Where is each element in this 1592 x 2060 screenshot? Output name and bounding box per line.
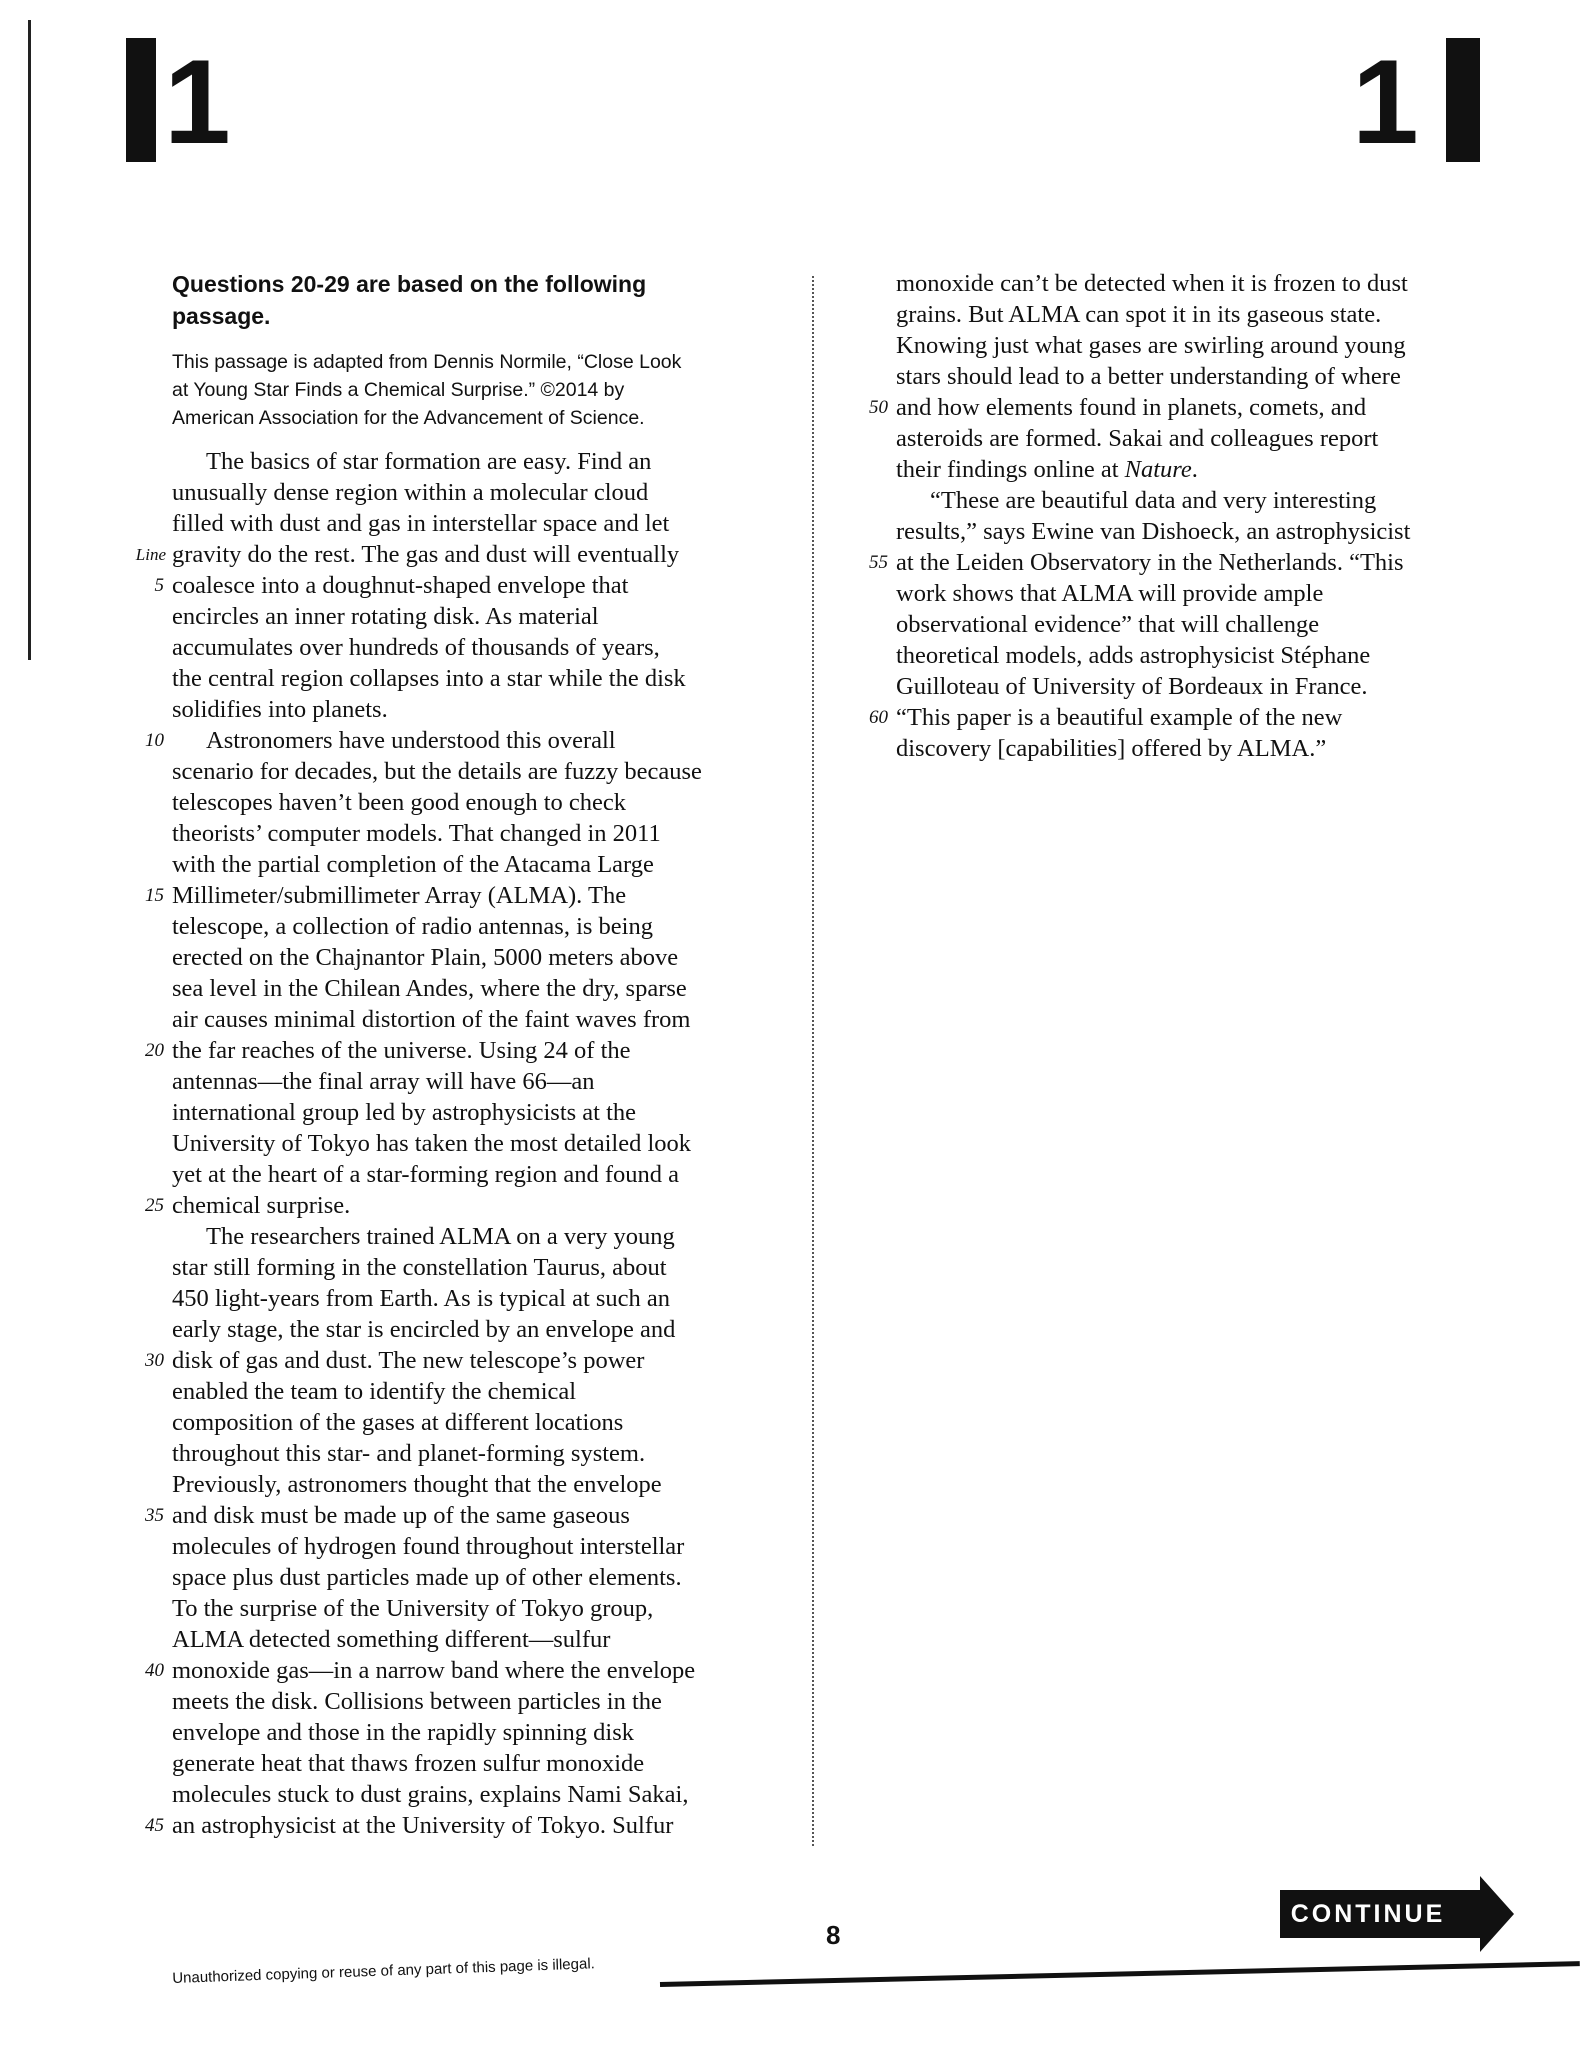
line-text: filled with dust and gas in interstellar space and let xyxy=(172,510,670,537)
passage-line xyxy=(172,1376,772,1407)
source-line: American Association for the Advancement of Science. xyxy=(172,407,645,429)
passage-line xyxy=(896,361,1476,392)
line-number: 20 xyxy=(145,1040,164,1061)
line-text: ALMA detected something different—sulfur xyxy=(172,1626,611,1653)
line-text: generate heat that thaws frozen sulfur monoxide xyxy=(172,1750,645,1777)
line-text: Previously, astronomers thought that the envelope xyxy=(172,1471,662,1498)
section-bar-right xyxy=(1446,38,1480,162)
line-text: with the partial completion of the Atacama Large xyxy=(172,851,654,878)
passage-line xyxy=(145,880,772,911)
source-line: at Young Star Finds a Chemical Surprise.” ©2014 by xyxy=(172,379,625,401)
passage-line xyxy=(172,1469,772,1500)
line-text: throughout this star- and planet-forming system. xyxy=(172,1440,646,1467)
line-text: molecules of hydrogen found throughout interstellar xyxy=(172,1533,685,1560)
passage-line xyxy=(172,942,772,973)
passage-line xyxy=(172,1593,772,1624)
passage-line xyxy=(172,1066,772,1097)
line-text: sea level in the Chilean Andes, where the dry, sparse xyxy=(172,975,687,1002)
passage-line xyxy=(172,1221,772,1252)
passage-line xyxy=(172,756,772,787)
passage-line xyxy=(172,663,772,694)
line-text: encircles an inner rotating disk. As material xyxy=(172,603,599,630)
passage-line xyxy=(172,1717,772,1748)
line-text: University of Tokyo has taken the most detailed look xyxy=(172,1130,692,1157)
copyright-note: Unauthorized copying or reuse of any part of this page is illegal. xyxy=(172,1955,596,1987)
line-text: telescopes haven’t been good enough to check xyxy=(172,789,627,816)
passage-line xyxy=(172,1531,772,1562)
section-number-left: 1 xyxy=(164,35,231,169)
line-text: meets the disk. Collisions between particles in the xyxy=(172,1688,662,1715)
passage-line xyxy=(172,1748,772,1779)
line-text: grains. But ALMA can spot it in its gaseous state. xyxy=(896,301,1382,328)
line-text-tail: . xyxy=(1191,456,1198,483)
passage-line xyxy=(172,787,772,818)
passage-line xyxy=(145,1190,772,1221)
line-text: To the surprise of the University of Tokyo group, xyxy=(172,1595,654,1622)
passage-line xyxy=(145,725,772,756)
line-text: space plus dust particles made up of other elements. xyxy=(172,1564,682,1591)
passage-line xyxy=(172,446,772,477)
line-text: accumulates over hundreds of thousands of years, xyxy=(172,634,660,661)
passage-line xyxy=(172,601,772,632)
line-text: molecules stuck to dust grains, explains Nami Sakai, xyxy=(172,1781,689,1808)
line-text: the far reaches of the universe. Using 24 of the xyxy=(172,1037,631,1064)
line-text: results,” says Ewine van Dishoeck, an astrophysicist xyxy=(896,518,1411,545)
passage-line xyxy=(896,733,1476,764)
section-bar-left xyxy=(126,38,156,162)
passage-line xyxy=(172,1438,772,1469)
line-text: unusually dense region within a molecular cloud xyxy=(172,479,649,506)
passage-line xyxy=(172,1407,772,1438)
passage-line xyxy=(172,1252,772,1283)
passage-line xyxy=(172,911,772,942)
line-text: and how elements found in planets, comets, and xyxy=(896,394,1367,421)
line-text: disk of gas and dust. The new telescope’s power xyxy=(172,1347,645,1374)
passage-line xyxy=(145,1345,772,1376)
line-text: solidifies into planets. xyxy=(172,696,388,723)
passage-line xyxy=(172,1097,772,1128)
passage-line xyxy=(172,1128,772,1159)
passage-line xyxy=(135,539,772,570)
passage-right-column xyxy=(869,268,1476,764)
passage-line xyxy=(172,1624,772,1655)
line-number: 35 xyxy=(145,1505,164,1526)
passage-line xyxy=(145,1810,772,1841)
line-text: international group led by astrophysicists at the xyxy=(172,1099,637,1126)
line-text: stars should lead to a better understanding of where xyxy=(896,363,1401,390)
passage-line xyxy=(896,640,1476,671)
italic-text: Nature xyxy=(1124,456,1192,483)
line-text: observational evidence” that will challenge xyxy=(896,611,1320,638)
line-text: early stage, the star is encircled by an envelope and xyxy=(172,1316,676,1343)
line-text: an astrophysicist at the University of Tokyo. Sulfur xyxy=(172,1812,674,1839)
line-text: chemical surprise. xyxy=(172,1192,351,1219)
line-number: 50 xyxy=(869,397,888,418)
line-text: their findings online at xyxy=(896,456,1125,483)
line-number: 40 xyxy=(145,1660,164,1681)
line-text: enabled the team to identify the chemical xyxy=(172,1378,577,1405)
line-text: The researchers trained ALMA on a very young xyxy=(206,1223,675,1250)
passage-line xyxy=(172,477,772,508)
line-text: “This paper is a beautiful example of the new xyxy=(896,704,1343,731)
line-number: 15 xyxy=(145,885,164,906)
page-number: 8 xyxy=(826,1920,841,1950)
passage-line xyxy=(896,609,1476,640)
passage-line xyxy=(896,423,1476,454)
passage-line xyxy=(896,671,1476,702)
passage-line xyxy=(896,330,1476,361)
line-text: 450 light-years from Earth. As is typical at such an xyxy=(172,1285,671,1312)
line-text: erected on the Chajnantor Plain, 5000 meters above xyxy=(172,944,679,971)
line-text: The basics of star formation are easy. Find an xyxy=(206,448,652,475)
passage-line xyxy=(896,516,1476,547)
passage-line xyxy=(896,299,1476,330)
line-text: Millimeter/submillimeter Array (ALMA). The xyxy=(172,882,627,909)
line-number: 5 xyxy=(154,575,164,596)
passage-line xyxy=(869,702,1476,733)
continue-banner: CONTINUE xyxy=(1280,1890,1484,1938)
line-text: air causes minimal distortion of the faint waves from xyxy=(172,1006,691,1033)
line-text: yet at the heart of a star-forming region and found a xyxy=(172,1161,680,1188)
line-number: 60 xyxy=(869,707,888,728)
passage-line xyxy=(172,1283,772,1314)
passage-line xyxy=(172,694,772,725)
section-number-right: 1 xyxy=(1352,35,1419,169)
line-number: 25 xyxy=(145,1195,164,1216)
line-text: antennas—the final array will have 66—an xyxy=(172,1068,595,1095)
line-text: monoxide can’t be detected when it is frozen to dust xyxy=(896,270,1408,297)
line-text: gravity do the rest. The gas and dust will eventually xyxy=(172,541,680,568)
passage-line xyxy=(172,849,772,880)
line-text: Astronomers have understood this overall xyxy=(206,727,616,754)
line-text: at the Leiden Observatory in the Netherlands. “This xyxy=(896,549,1404,576)
passage-line xyxy=(145,1035,772,1066)
scan-edge-line xyxy=(28,20,31,660)
passage-line xyxy=(869,547,1476,578)
line-text: theorists’ computer models. That changed in 2011 xyxy=(172,820,661,847)
passage-line xyxy=(172,1004,772,1035)
passage-line xyxy=(145,1655,772,1686)
passage-line xyxy=(172,1314,772,1345)
passage-line xyxy=(172,1562,772,1593)
line-text: Guilloteau of University of Bordeaux in France. xyxy=(896,673,1368,700)
line-text: theoretical models, adds astrophysicist Stéphane xyxy=(896,642,1371,669)
line-text: asteroids are formed. Sakai and colleagues report xyxy=(896,425,1379,452)
line-text: envelope and those in the rapidly spinning disk xyxy=(172,1719,635,1746)
passage-line xyxy=(154,570,772,601)
passage-line xyxy=(172,1686,772,1717)
line-text: scenario for decades, but the details are fuzzy because xyxy=(172,758,702,785)
line-text: and disk must be made up of the same gaseous xyxy=(172,1502,630,1529)
passage-line xyxy=(172,508,772,539)
line-text: work shows that ALMA will provide ample xyxy=(896,580,1324,607)
passage-line xyxy=(145,1500,772,1531)
continue-arrow-icon xyxy=(1480,1876,1514,1952)
passage-line xyxy=(896,578,1476,609)
line-number: 10 xyxy=(145,730,164,751)
passage-line xyxy=(172,1159,772,1190)
line-text: “These are beautiful data and very interesting xyxy=(930,487,1377,514)
line-number: Line xyxy=(135,545,166,564)
line-text: Knowing just what gases are swirling around young xyxy=(896,332,1406,359)
passage-line xyxy=(172,973,772,1004)
line-text: telescope, a collection of radio antennas, is being xyxy=(172,913,653,940)
passage-line xyxy=(869,392,1476,423)
passage-line xyxy=(896,454,1476,485)
passage-line xyxy=(172,632,772,663)
line-text: coalesce into a doughnut-shaped envelope that xyxy=(172,572,629,599)
line-number: 45 xyxy=(145,1815,164,1836)
source-line: This passage is adapted from Dennis Normile, “Close Look xyxy=(172,351,682,373)
passage-line xyxy=(172,818,772,849)
passage-left-column xyxy=(135,446,772,1841)
line-text: composition of the gases at different locations xyxy=(172,1409,624,1436)
passage-line xyxy=(172,1779,772,1810)
line-text: star still forming in the constellation Taurus, about xyxy=(172,1254,667,1281)
bottom-rule xyxy=(660,1961,1580,1987)
line-number: 30 xyxy=(145,1350,164,1371)
line-number: 55 xyxy=(869,552,888,573)
line-text: the central region collapses into a star while the disk xyxy=(172,665,686,692)
passage-heading: Questions 20-29 are based on the following passage. xyxy=(172,271,647,329)
line-text: monoxide gas—in a narrow band where the envelope xyxy=(172,1657,696,1684)
passage-line xyxy=(896,268,1476,299)
column-divider xyxy=(812,276,814,1846)
passage-line xyxy=(896,485,1476,516)
passage-source xyxy=(172,348,752,432)
line-text: discovery [capabilities] offered by ALMA.” xyxy=(896,735,1327,762)
